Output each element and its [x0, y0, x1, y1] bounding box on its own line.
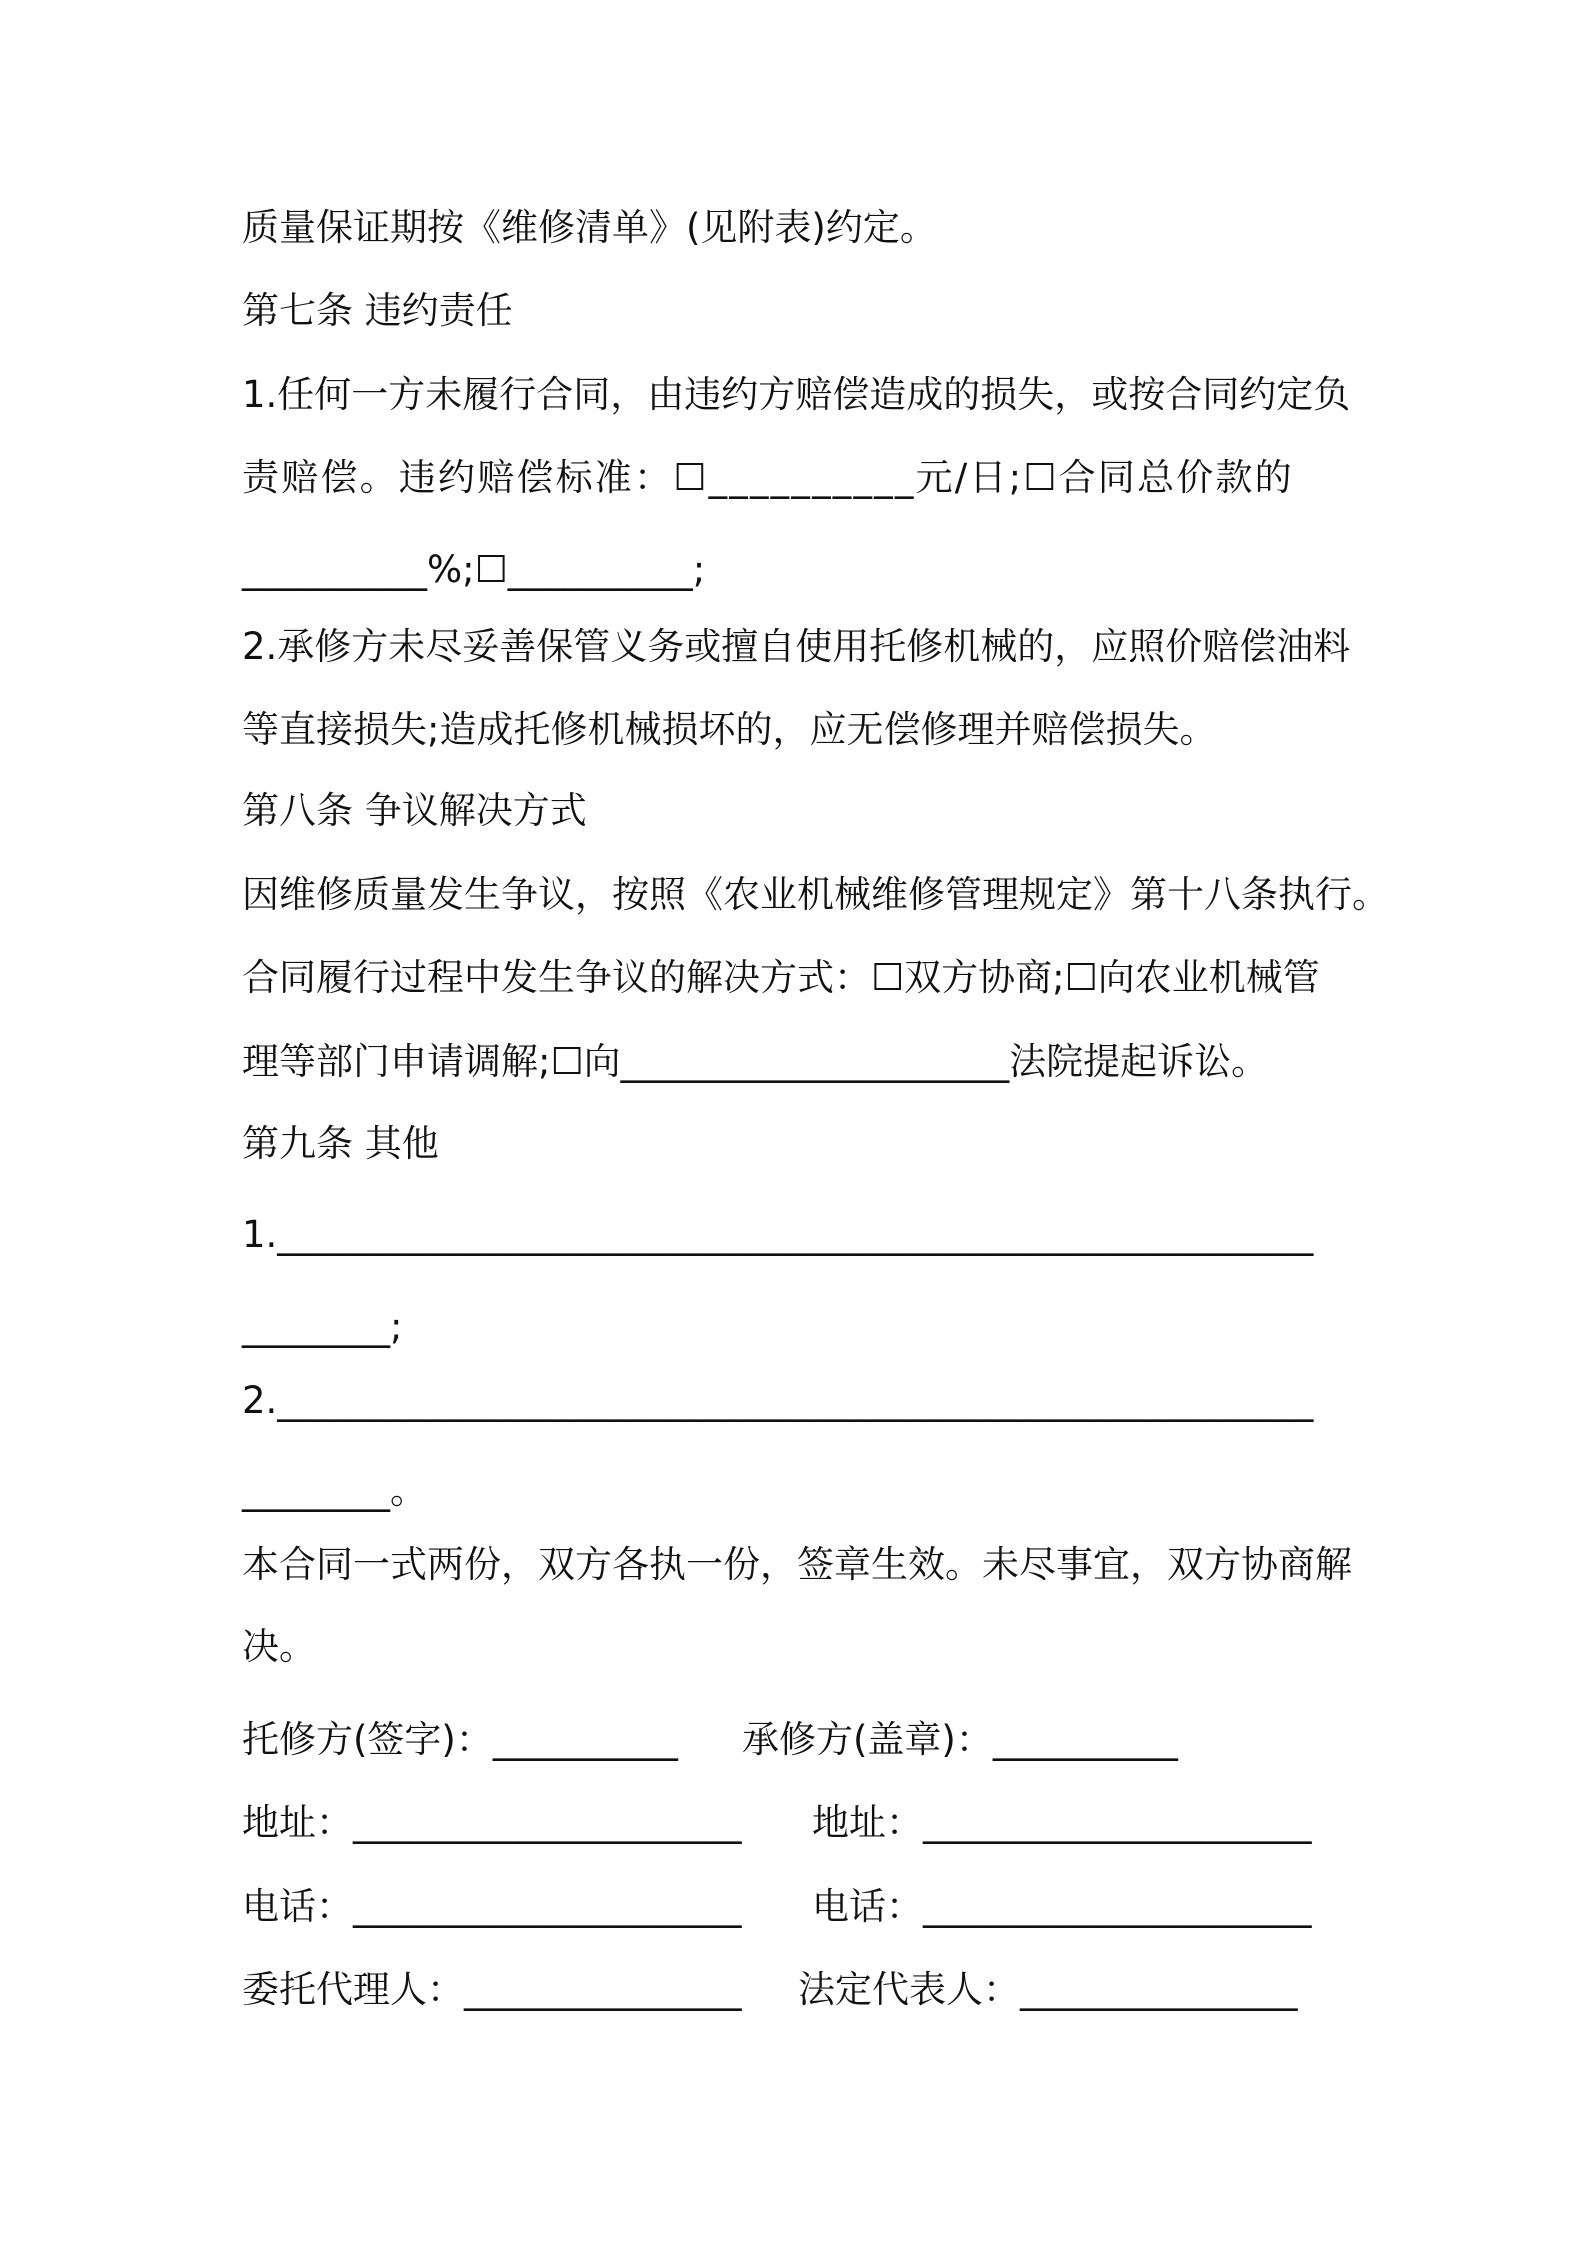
article-9-item-2-line-1: 2.________________________________________________________	[242, 1379, 1314, 1422]
closing-paragraph-line-2: 决。	[242, 1625, 316, 1668]
article-7-heading: 第七条 违约责任	[242, 289, 513, 332]
article-7-clause-2-line-1: 2.承修方未尽妥善保管义务或擅自使用托修机械的，应照价赔偿油料	[242, 625, 1351, 668]
article-8-paragraph-2-line-1: 合同履行过程中发生争议的解决方式：☐双方协商;☐向农业机械管	[242, 956, 1320, 999]
article-7-clause-2-line-2: 等直接损失;造成托修机械损坏的，应无偿修理并赔偿损失。	[242, 708, 1217, 751]
article-8-paragraph-1: 因维修质量发生争议，按照《农业机械维修管理规定》第十八条执行。	[242, 873, 1389, 916]
repairer-address: 地址：_____________________	[812, 1801, 1312, 1844]
repairer-legal-representative: 法定代表人：_______________	[798, 1968, 1298, 2011]
repairer-phone: 电话：_____________________	[812, 1885, 1312, 1928]
article-7-clause-1-line-1: 1.任何一方未履行合同，由违约方赔偿造成的损失，或按合同约定负	[242, 373, 1351, 416]
closing-paragraph-line-1: 本合同一式两份，双方各执一份，签章生效。未尽事宜，双方协商解	[242, 1543, 1352, 1586]
article-9-item-2-line-2: ________。	[242, 1469, 427, 1512]
repair-client-signature: 托修方(签字)：__________	[242, 1718, 678, 1761]
repairer-seal: 承修方(盖章)：__________	[742, 1718, 1178, 1761]
article-7-clause-1-line-3: __________%;☐__________;	[242, 548, 706, 591]
quality-warranty-text: 质量保证期按《维修清单》(见附表)约定。	[242, 206, 937, 249]
article-8-paragraph-2-line-2: 理等部门申请调解;☐向_____________________法院提起诉讼。	[242, 1040, 1269, 1083]
article-9-item-1-line-2: ________;	[242, 1305, 403, 1348]
client-phone: 电话：_____________________	[242, 1885, 742, 1928]
article-9-heading: 第九条 其他	[242, 1122, 439, 1165]
article-8-heading: 第八条 争议解决方式	[242, 789, 587, 832]
client-agent: 委托代理人：_______________	[242, 1968, 742, 2011]
article-9-item-1-line-1: 1.________________________________________________________	[242, 1213, 1314, 1256]
client-address: 地址：_____________________	[242, 1801, 742, 1844]
article-7-clause-1-line-2: 责赔偿。违约赔偿标准：☐__________元/日;☐合同总价款的	[242, 456, 1294, 499]
